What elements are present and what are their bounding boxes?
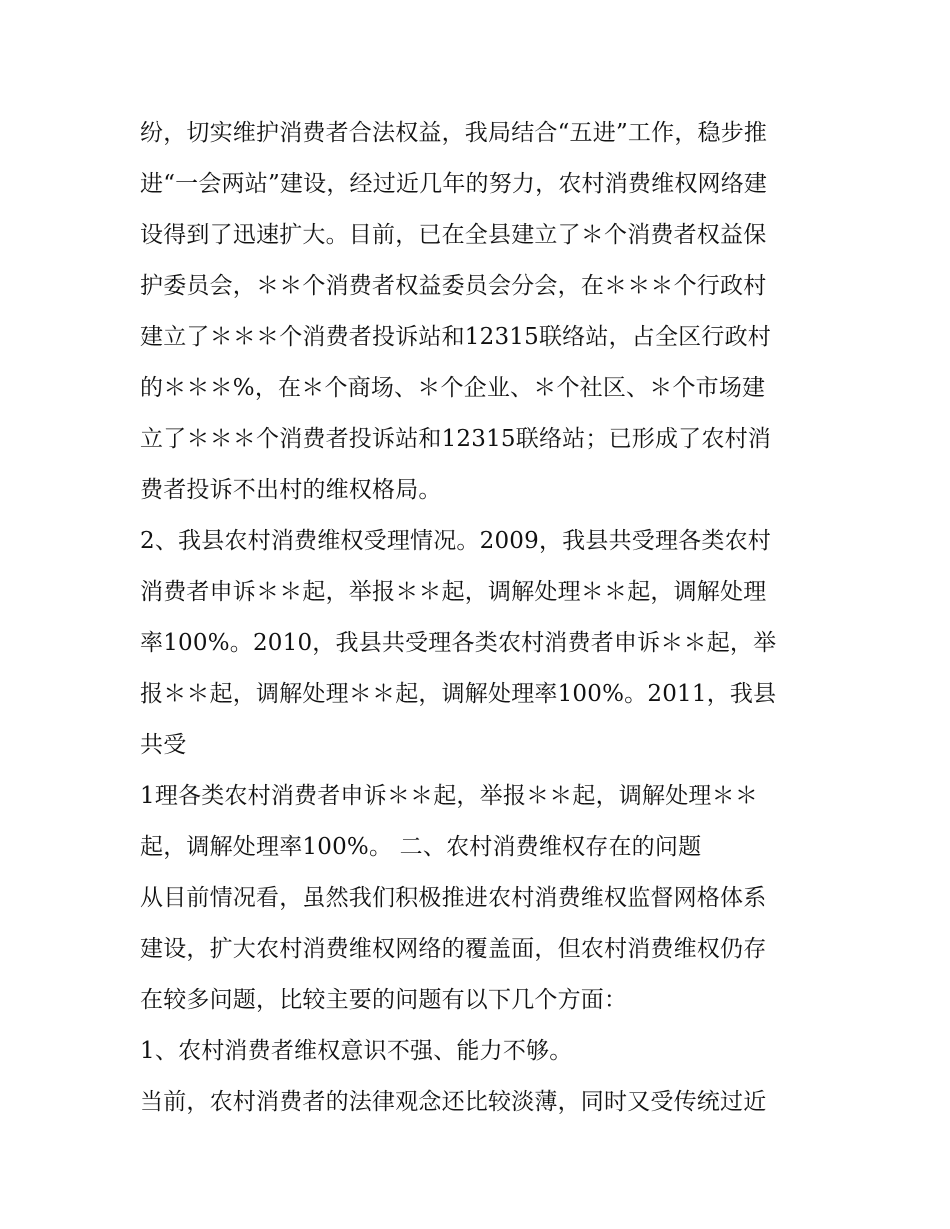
text-line: 起，调解处理率100%。 二、农村消费维权存在的问题 xyxy=(140,834,702,860)
text-line: 从目前情况看，虽然我们积极推进农村消费维权监督网格体系 xyxy=(140,885,767,911)
text-line: 设得到了迅速扩大。目前，已在全县建立了＊个消费者权益保 xyxy=(140,222,767,248)
text-line: 在较多问题，比较主要的问题有以下几个方面： xyxy=(140,987,628,1013)
text-line: 立了＊＊＊个消费者投诉站和12315联络站；已形成了农村消 xyxy=(140,426,771,452)
text-line: 消费者申诉＊＊起，举报＊＊起，调解处理＊＊起，调解处理 xyxy=(140,579,767,605)
text-line: 报＊＊起，调解处理＊＊起，调解处理率100%。2011，我县 xyxy=(140,681,777,707)
text-line: 纷，切实维护消费者合法权益，我局结合“五进”工作，稳步推 xyxy=(140,120,768,146)
text-line: 的＊＊＊%，在＊个商场、＊个企业、＊个社区、＊个市场建 xyxy=(140,375,766,401)
text-line: 率100%。2010，我县共受理各类农村消费者申诉＊＊起，举 xyxy=(140,630,777,656)
document-body xyxy=(140,108,830,1128)
text-line: 2、我县农村消费维权受理情况。2009，我县共受理各类农村 xyxy=(140,528,771,554)
text-line: 进“一会两站”建设，经过近几年的努力，农村消费维权网络建 xyxy=(140,171,768,197)
text-line: 费者投诉不出村的维权格局。 xyxy=(140,477,442,503)
text-line: 当前，农村消费者的法律观念还比较淡薄，同时又受传统过近 xyxy=(140,1089,767,1115)
text-line: 护委员会，＊＊个消费者权益委员会分会，在＊＊＊个行政村 xyxy=(140,273,767,299)
text-line: 共受 xyxy=(140,732,187,758)
text-line: 建设，扩大农村消费维权网络的覆盖面，但农村消费维权仍存 xyxy=(140,936,767,962)
text-line: 建立了＊＊＊个消费者投诉站和12315联络站，占全区行政村 xyxy=(140,324,771,350)
text-line: 1理各类农村消费者申诉＊＊起，举报＊＊起，调解处理＊＊ xyxy=(140,783,759,809)
text-line: 1、农村消费者维权意识不强、能力不够。 xyxy=(140,1038,573,1064)
